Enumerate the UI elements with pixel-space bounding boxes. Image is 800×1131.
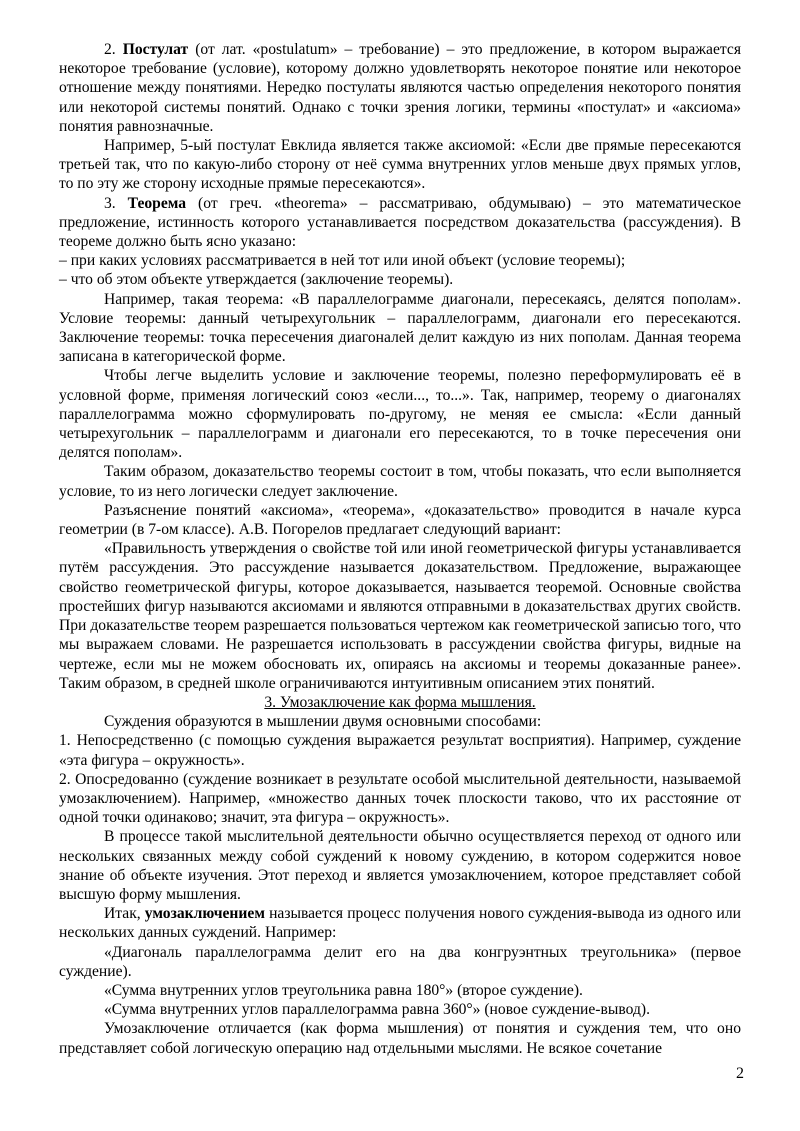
paragraph (59, 270, 741, 289)
text-run: 3. (104, 194, 128, 212)
paragraph (59, 251, 741, 270)
paragraph (59, 770, 741, 828)
paragraph (59, 194, 741, 252)
paragraph (59, 1000, 741, 1019)
text-run: Таким образом, доказательство теоремы состоит в том, чтобы показать, что если выполняется условие, то из него логически следует заключение. (59, 463, 741, 500)
bold-term: Теорема (127, 194, 187, 212)
paragraph (59, 462, 741, 500)
paragraph (59, 1019, 741, 1057)
document-body (59, 40, 741, 1058)
paragraph (59, 981, 741, 1000)
text-run: Умозаключение отличается (как форма мышления) от понятия и суждения тем, что оно представляет собой логическую операцию над отдельными мыслями. Не всякое сочетание (59, 1020, 741, 1057)
text-run: Итак, (104, 905, 145, 923)
text-run: 1. Непосредственно (с помощью суждения выражается результат восприятия). Например, суждение «эта фигура – окружность». (59, 732, 741, 769)
text-run: В процессе такой мыслительной деятельности обычно осуществляется переход от одного или нескольких связанных между собой суждений к новому суждению, в котором содержится новое знание об объекте изучения. Этот переход и является умозаключением, которое представляет собой высшую форму мышления. (59, 828, 741, 903)
text-run: 2. Опосредованно (суждение возникает в результате особой мыслительной деятельности, называемой умозаключением). Например, «множество данных точек плоскости таково, что их расстояние от одной точки одинаково; значит, эта фигура – окружность». (59, 770, 741, 827)
text-run: Разъяснение понятий «аксиома», «теорема», «доказательство» проводится в начале курса геометрии (в 7-ом классе). А.В. Погорелов предлагает следующий вариант: (59, 501, 741, 539)
paragraph (59, 539, 741, 693)
text-run: Суждения образуются в мышлении двумя основными способами: (104, 713, 542, 731)
paragraph (59, 501, 741, 539)
text-run: Например, такая теорема: «В параллелограмме диагонали, пересекаясь, делятся пополам». Условие теоремы: данный четырехугольник – параллелограмм, диагонали его пересекаются. Заключение теоремы: точка пересечения диагоналей делит каждую из них пополам. Данная теорема записана в категорической форме. (59, 290, 741, 366)
text-run: (от греч. «theorema» – рассматриваю, обдумываю) – это математическое предложение, истинность которого устанавливается посредством доказательства (рассуждения). В теореме должно быть ясно указано: (59, 194, 742, 251)
section-heading (59, 693, 741, 712)
paragraph (59, 40, 741, 136)
paragraph (59, 290, 741, 367)
paragraph (59, 366, 741, 462)
paragraph (59, 136, 741, 194)
paragraph (59, 712, 741, 731)
text-run: «Сумма внутренних углов треугольника равна 180°» (второе суждение). (104, 981, 583, 999)
paragraph (59, 943, 741, 981)
text-run: «Диагональ параллелограмма делит его на два конгруэнтных треугольника» (первое суждение). (59, 943, 741, 980)
text-run: – при каких условиях рассматривается в ней тот или иной объект (условие теоремы); (59, 252, 626, 270)
text-run: 3. Умозаключение как форма мышления. (264, 693, 536, 711)
text-run: 2. (104, 41, 123, 58)
bold-term: Постулат (122, 41, 189, 58)
text-run: (от лат. «postulatum» – требование) – это предложение, в котором выражается некоторое требование (условие), которому должно удовлетворять некоторое понятие или некоторое отношение между понятиями. Нередко постулаты являются частью определения некоторого понятия или некоторой системы понятий. Однако с точки зрения логики, термины «постулат» и «аксиома» понятия равнозначные. (59, 41, 742, 135)
text-run: называется процесс получения нового суждения-вывода из одного или нескольких данных суждений. Например: (59, 905, 742, 942)
text-run: Чтобы легче выделить условие и заключение теоремы, полезно переформулировать её в условной форме, применяя логический союз «если..., то...». Так, например, теорему о диагоналях параллелограмма можно сформулировать по-другому, не меняя ее смысла: «Если данный четырехугольник – параллелограмм и диагонали его пересекаются, то в точке пересечения они делятся пополам». (59, 367, 741, 462)
text-run: «Правильность утверждения о свойстве той или иной геометрической фигуры устанавливается путём рассуждения. Это рассуждение называется доказательством. Предложение, выражающее свойство геометрической фигуры, которое доказывается, называется теоремой. Основные свойства простейших фигур называются аксиомами и являются отправными в доказательствах других свойств. При доказательстве теорем разрешается пользоваться чертежом как геометрической записью того, что мы выражаем словами. Не разрешается использовать в рассуждении свойства фигуры, видные на чертеже, если мы не можем обосновать их, опираясь на аксиомы и теоремы доказанные ранее». Таким образом, в средней школе ограничиваются интуитивным описанием этих понятий. (59, 540, 741, 692)
paragraph (59, 827, 741, 904)
text-run: «Сумма внутренних углов параллелограмма равна 360°» (новое суждение-вывод). (104, 1001, 650, 1019)
text-run: – что об этом объекте утверждается (заключение теоремы). (59, 271, 454, 289)
bold-term: умозаключением (144, 905, 265, 923)
paragraph (59, 731, 741, 769)
paragraph (59, 904, 741, 942)
page-number: 2 (736, 1065, 744, 1082)
text-run: Например, 5-ый постулат Евклида является также аксиомой: «Если две прямые пересекаются третьей так, что по какую-либо сторону от неё сумма внутренних углов меньше двух прямых углов, то по эту же сторону исходные прямые пересекаются». (59, 137, 741, 193)
